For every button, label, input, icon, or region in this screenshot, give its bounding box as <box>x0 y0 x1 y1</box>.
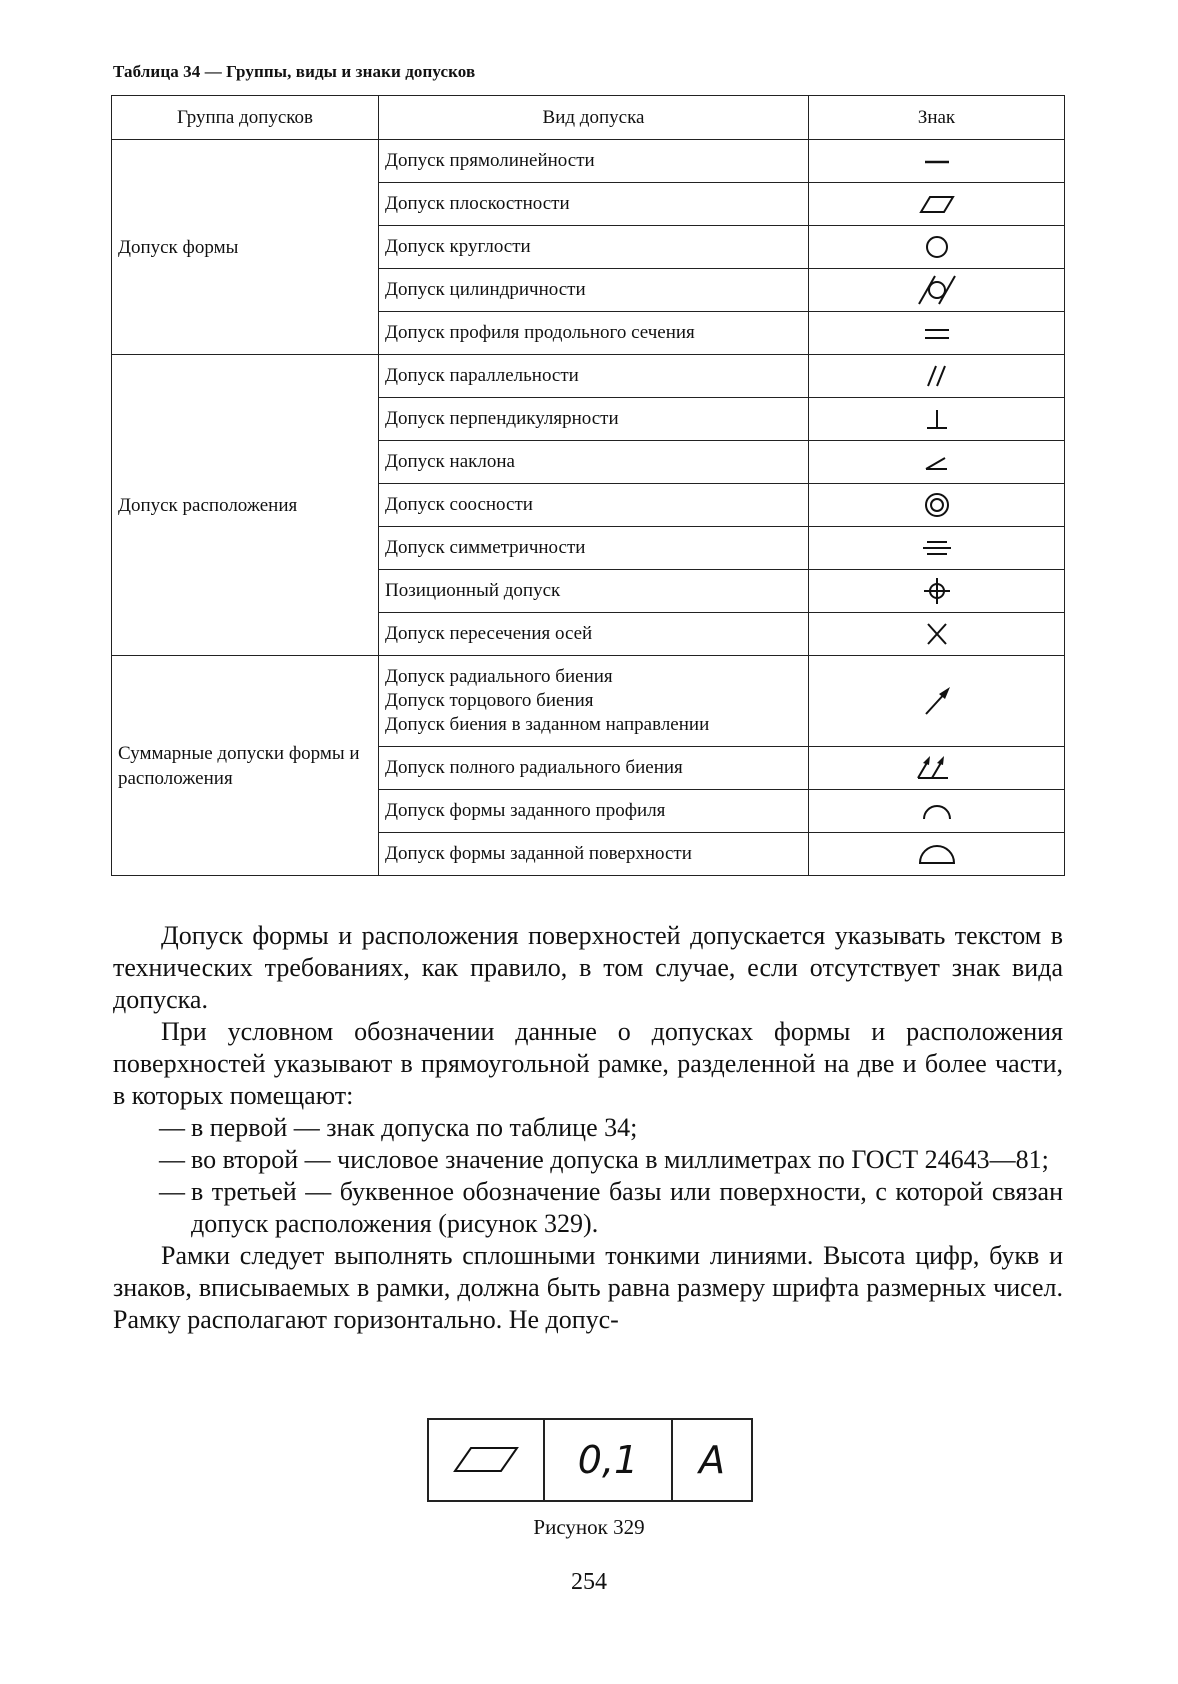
cylindricity-icon <box>914 273 960 307</box>
table-caption: Таблица 34 — Группы, виды и знаки допусков <box>113 62 476 81</box>
kind-perpendicularity: Допуск перпендикулярности <box>379 398 809 441</box>
kind-profile-longitudinal: Допуск профиля продольного сечения <box>379 312 809 355</box>
table-row <box>112 355 1065 398</box>
straightness-icon <box>917 149 957 173</box>
flatness-icon <box>915 191 959 217</box>
position-icon <box>919 574 955 608</box>
frame-symbol-cell <box>429 1420 545 1500</box>
kind-roundness: Допуск круглости <box>379 226 809 269</box>
kind-total-runout: Допуск полного радиального биения <box>379 747 809 790</box>
tolerance-frame-figure <box>427 1418 753 1502</box>
kind-cylindricity: Допуск цилиндричности <box>379 269 809 312</box>
kind-symmetry: Допуск симметричности <box>379 527 809 570</box>
kind-profile-line: Допуск формы заданного профиля <box>379 790 809 833</box>
body-text <box>113 920 1063 1336</box>
axis-intersection-icon <box>921 619 953 649</box>
profile-surface-icon <box>914 839 960 869</box>
runout-direction-label: Допуск биения в заданном направлении <box>385 714 710 735</box>
profile-longitudinal-icon <box>917 321 957 345</box>
kind-flatness: Допуск плоскостности <box>379 183 809 226</box>
kind-coaxiality: Допуск соосности <box>379 484 809 527</box>
kind-straightness: Допуск прямолинейности <box>379 140 809 183</box>
list-dash: — <box>159 1177 185 1206</box>
list-item <box>113 1112 1063 1144</box>
table-row <box>112 140 1065 183</box>
flatness-icon <box>451 1443 521 1477</box>
total-runout-icon <box>912 752 962 784</box>
group-total: Суммарные допуски формы и расположения <box>112 656 379 876</box>
group-location: Допуск расположения <box>112 355 379 656</box>
paragraph: Рамки следует выполнять сплошными тонкими линиями. Высота цифр, букв и знаков, вписываемых в рамки, должна быть равна размеру шрифта размерных чисел. Рамку располагают горизонтально. Не допус- <box>113 1241 1063 1334</box>
frame-value-cell: 0,1 <box>545 1420 673 1500</box>
list-item <box>113 1144 1063 1176</box>
runout-icon <box>917 681 957 721</box>
table-row <box>112 656 1065 747</box>
kind-runout <box>379 656 809 747</box>
frame-base-cell: A <box>699 1438 725 1482</box>
tolerance-table <box>111 95 1065 876</box>
runout-axial-label: Допуск торцового биения <box>385 690 594 711</box>
table-header-row <box>112 96 1065 140</box>
frame-parts-list <box>113 1112 1063 1240</box>
list-dash: — <box>159 1113 185 1142</box>
symmetry-icon <box>917 533 957 563</box>
paragraph: Допуск формы и расположения поверхностей допускается указывать текстом в технических требованиях, как правило, в том случае, если отсутствует знак вида допуска. <box>113 921 1063 1014</box>
list-item-text: в первой — знак допуска по таблице 34; <box>191 1113 638 1142</box>
angularity-icon <box>919 447 955 477</box>
kind-position: Позиционный допуск <box>379 570 809 613</box>
group-form: Допуск формы <box>112 140 379 355</box>
header-group: Группа допусков <box>112 96 379 140</box>
list-item-text: во второй — числовое значение допуска в миллиметрах по ГОСТ 24643—81; <box>191 1145 1049 1174</box>
header-symbol: Знак <box>809 96 1065 140</box>
figure-caption: Рисунок 329 <box>533 1515 645 1539</box>
runout-radial-label: Допуск радиального биения <box>385 666 613 687</box>
paragraph: При условном обозначении данные о допусках формы и расположения поверхностей указывают в прямоугольной рамке, разделенной на две и более части, в которых помещают: <box>113 1017 1063 1110</box>
header-kind: Вид допуска <box>379 96 809 140</box>
kind-angularity: Допуск наклона <box>379 441 809 484</box>
perpendicularity-icon <box>919 404 955 434</box>
kind-axis-intersection: Допуск пересечения осей <box>379 613 809 656</box>
parallelism-icon <box>919 361 955 391</box>
coaxiality-icon <box>921 489 953 521</box>
list-item <box>113 1176 1063 1240</box>
kind-parallelism: Допуск параллельности <box>379 355 809 398</box>
roundness-icon <box>921 232 953 262</box>
list-dash: — <box>159 1145 185 1174</box>
page-number: 254 <box>571 1569 607 1595</box>
kind-profile-surface: Допуск формы заданной поверхности <box>379 833 809 876</box>
profile-line-icon <box>917 797 957 825</box>
list-item-text: в третьей — буквенное обозначение базы или поверхности, с которой связан допуск расположения (рисунок 329). <box>191 1177 1063 1238</box>
